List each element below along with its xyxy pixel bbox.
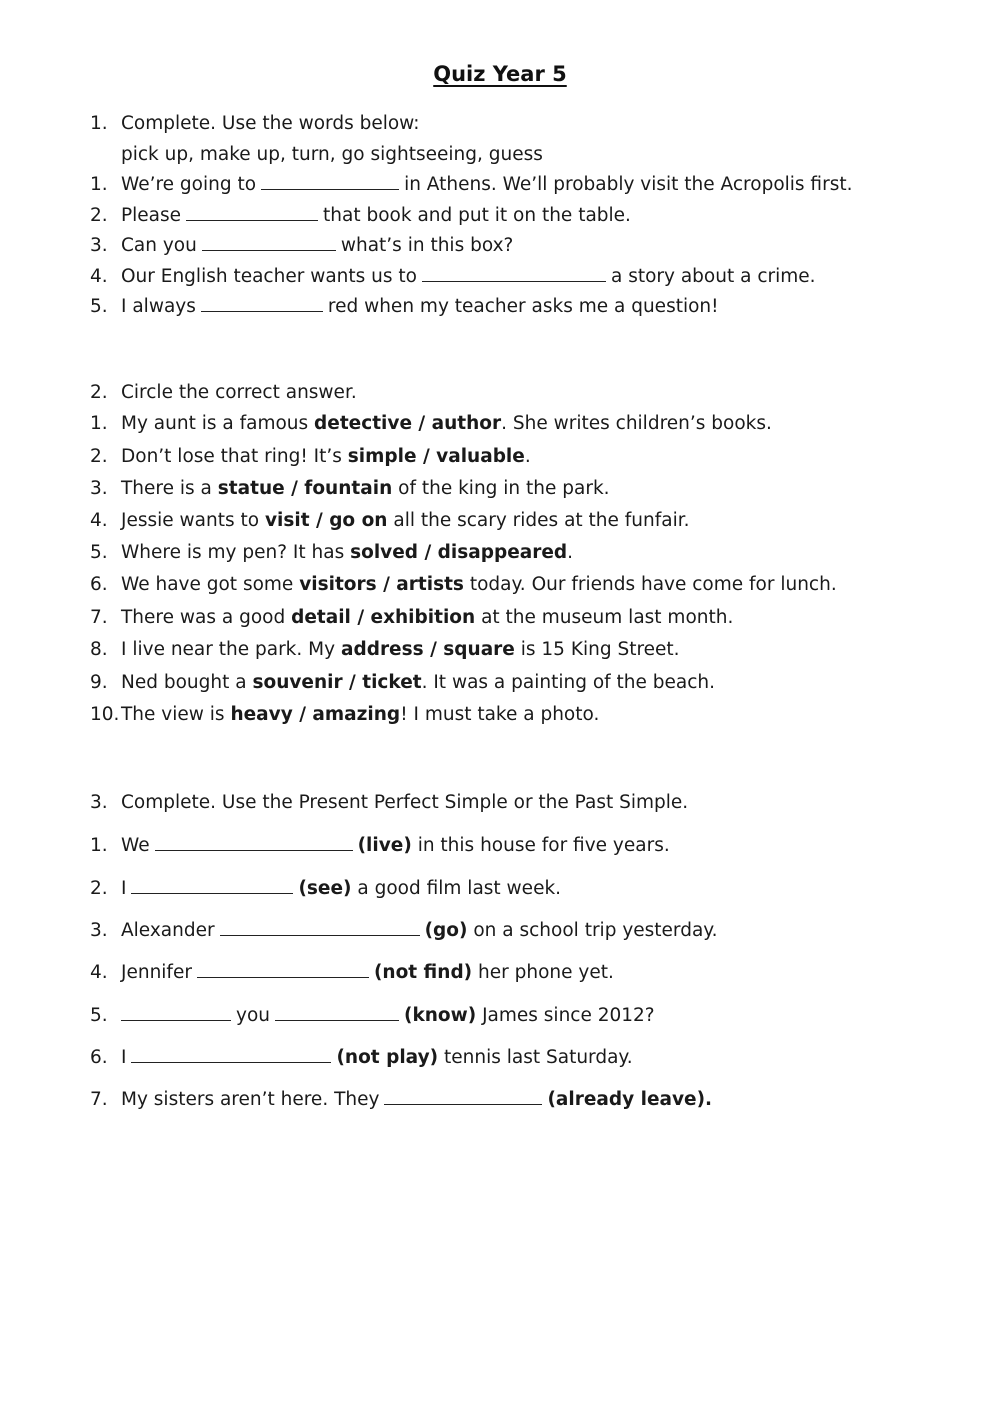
answer-choices[interactable]: visit / go on (264, 510, 388, 531)
question-text: what’s in this box? (340, 235, 514, 256)
question-number: 1. (90, 835, 108, 856)
question-number: 9. (90, 672, 108, 693)
question-number: 5. (90, 542, 108, 563)
section-number: 3. (90, 792, 108, 813)
answer-choices[interactable]: solved / disappeared (350, 542, 568, 563)
verb-prompt: (go) (424, 920, 468, 941)
question-row (90, 294, 719, 319)
question-number: 3. (90, 478, 108, 499)
question-row (90, 412, 772, 436)
answer-blank[interactable] (201, 294, 323, 312)
question-text: I always (121, 296, 196, 317)
question-text: Don’t lose that ring! It’s (121, 446, 342, 467)
question-row (90, 606, 733, 630)
question-text: in this house for five years. (417, 835, 670, 856)
section-1-heading (90, 112, 420, 136)
question-row (90, 172, 852, 197)
page-title: Quiz Year 5 (433, 62, 567, 86)
question-row (90, 264, 816, 289)
verb-prompt: (already leave). (547, 1089, 713, 1110)
question-text: Jennifer (121, 962, 192, 983)
question-number: 10. (90, 704, 120, 725)
question-text: . It was a painting of the beach. (421, 672, 716, 693)
question-row (90, 918, 717, 943)
question-row (90, 445, 531, 469)
question-text: in Athens. We’ll probably visit the Acropolis first. (404, 174, 853, 195)
question-row (90, 703, 599, 727)
question-text: tennis last Saturday. (444, 1047, 633, 1068)
answer-blank[interactable] (186, 203, 318, 221)
question-text: that book and put it on the table. (323, 205, 631, 226)
question-number: 2. (90, 205, 108, 226)
question-number: 4. (90, 510, 108, 531)
section-number: 1. (90, 113, 108, 134)
answer-blank[interactable] (261, 172, 399, 190)
question-number: 7. (90, 1089, 108, 1110)
question-text: on a school trip yesterday. (473, 920, 718, 941)
question-text: Can you (121, 235, 197, 256)
question-number: 6. (90, 574, 108, 595)
question-text: her phone yet. (478, 962, 614, 983)
question-text: today. Our friends have come for lunch. (469, 574, 837, 595)
question-text: is 15 King Street. (520, 639, 680, 660)
question-text: . She writes children’s books. (501, 413, 772, 434)
question-row (90, 541, 573, 565)
question-text: There is a (121, 478, 212, 499)
question-text: you (236, 1005, 270, 1026)
section-2-heading (90, 381, 357, 405)
verb-prompt: (know) (404, 1005, 477, 1026)
question-text: Ned bought a (121, 672, 247, 693)
question-text: I live near the park. My (121, 639, 336, 660)
question-row (90, 203, 631, 228)
question-row (90, 1087, 712, 1112)
question-text: red when my teacher asks me a question! (327, 296, 719, 317)
word-bank: pick up, make up, turn, go sightseeing, guess (121, 144, 543, 165)
question-text: all the scary rides at the funfair. (393, 510, 690, 531)
question-text: at the museum last month. (481, 607, 734, 628)
question-text: . (524, 446, 531, 467)
question-row (90, 671, 715, 695)
section-instruction: Circle the correct answer. (121, 382, 357, 403)
question-text: Alexander (121, 920, 215, 941)
question-text: We have got some (121, 574, 294, 595)
question-row (90, 509, 690, 533)
question-text: My aunt is a famous (121, 413, 309, 434)
answer-choices[interactable]: detail / exhibition (291, 607, 476, 628)
answer-blank[interactable] (121, 1003, 231, 1021)
answer-choices[interactable]: detective / author (314, 413, 502, 434)
question-row (90, 960, 614, 985)
question-text: ! I must take a photo. (400, 704, 600, 725)
question-row (90, 833, 670, 858)
verb-prompt: (not find) (373, 962, 473, 983)
question-text: We’re going to (121, 174, 257, 195)
answer-choices[interactable]: simple / valuable (347, 446, 525, 467)
question-text: of the king in the park. (398, 478, 610, 499)
question-text: I (121, 1047, 127, 1068)
question-number: 5. (90, 296, 108, 317)
question-text: I (121, 878, 127, 899)
answer-choices[interactable]: heavy / amazing (230, 704, 401, 725)
verb-prompt: (live) (357, 835, 412, 856)
question-number: 2. (90, 878, 108, 899)
answer-blank[interactable] (202, 233, 336, 251)
question-text: There was a good (121, 607, 286, 628)
question-row (90, 1045, 633, 1070)
answer-blank[interactable] (155, 833, 353, 851)
answer-blank[interactable] (422, 264, 606, 282)
question-number: 8. (90, 639, 108, 660)
answer-blank[interactable] (131, 876, 293, 894)
question-row (90, 876, 561, 901)
question-number: 1. (90, 174, 108, 195)
answer-blank[interactable] (220, 918, 420, 936)
question-row (90, 477, 610, 501)
question-text: The view is (121, 704, 225, 725)
question-text: a story about a crime. (610, 266, 816, 287)
question-row (90, 638, 680, 662)
answer-choices[interactable]: souvenir / ticket (252, 672, 422, 693)
section-instruction: Complete. Use the words below: (121, 113, 420, 134)
answer-blank[interactable] (275, 1003, 399, 1021)
section-instruction: Complete. Use the Present Perfect Simple or the Past Simple. (121, 792, 689, 813)
question-text: We (121, 835, 150, 856)
verb-prompt: (not play) (336, 1047, 439, 1068)
question-text: Jessie wants to (121, 510, 260, 531)
question-number: 4. (90, 962, 108, 983)
answer-blank[interactable] (384, 1087, 542, 1105)
question-text: James since 2012? (482, 1005, 655, 1026)
question-text: a good film last week. (357, 878, 562, 899)
question-number: 4. (90, 266, 108, 287)
answer-blank[interactable] (131, 1045, 331, 1063)
answer-blank[interactable] (197, 960, 369, 978)
question-text: My sisters aren’t here. They (121, 1089, 380, 1110)
question-row (90, 1003, 655, 1028)
question-text: . (567, 542, 574, 563)
answer-choices[interactable]: statue / fountain (217, 478, 393, 499)
question-number: 5. (90, 1005, 108, 1026)
section-3-heading (90, 791, 688, 815)
question-text: Where is my pen? It has (121, 542, 345, 563)
answer-choices[interactable]: visitors / artists (299, 574, 464, 595)
question-row (90, 233, 513, 258)
verb-prompt: (see) (298, 878, 352, 899)
question-text: Our English teacher wants us to (121, 266, 417, 287)
question-number: 2. (90, 446, 108, 467)
answer-choices[interactable]: address / square (340, 639, 515, 660)
question-row (90, 573, 837, 597)
question-text: Please (121, 205, 182, 226)
question-number: 6. (90, 1047, 108, 1068)
question-number: 7. (90, 607, 108, 628)
question-number: 1. (90, 413, 108, 434)
question-number: 3. (90, 235, 108, 256)
section-number: 2. (90, 382, 108, 403)
question-number: 3. (90, 920, 108, 941)
